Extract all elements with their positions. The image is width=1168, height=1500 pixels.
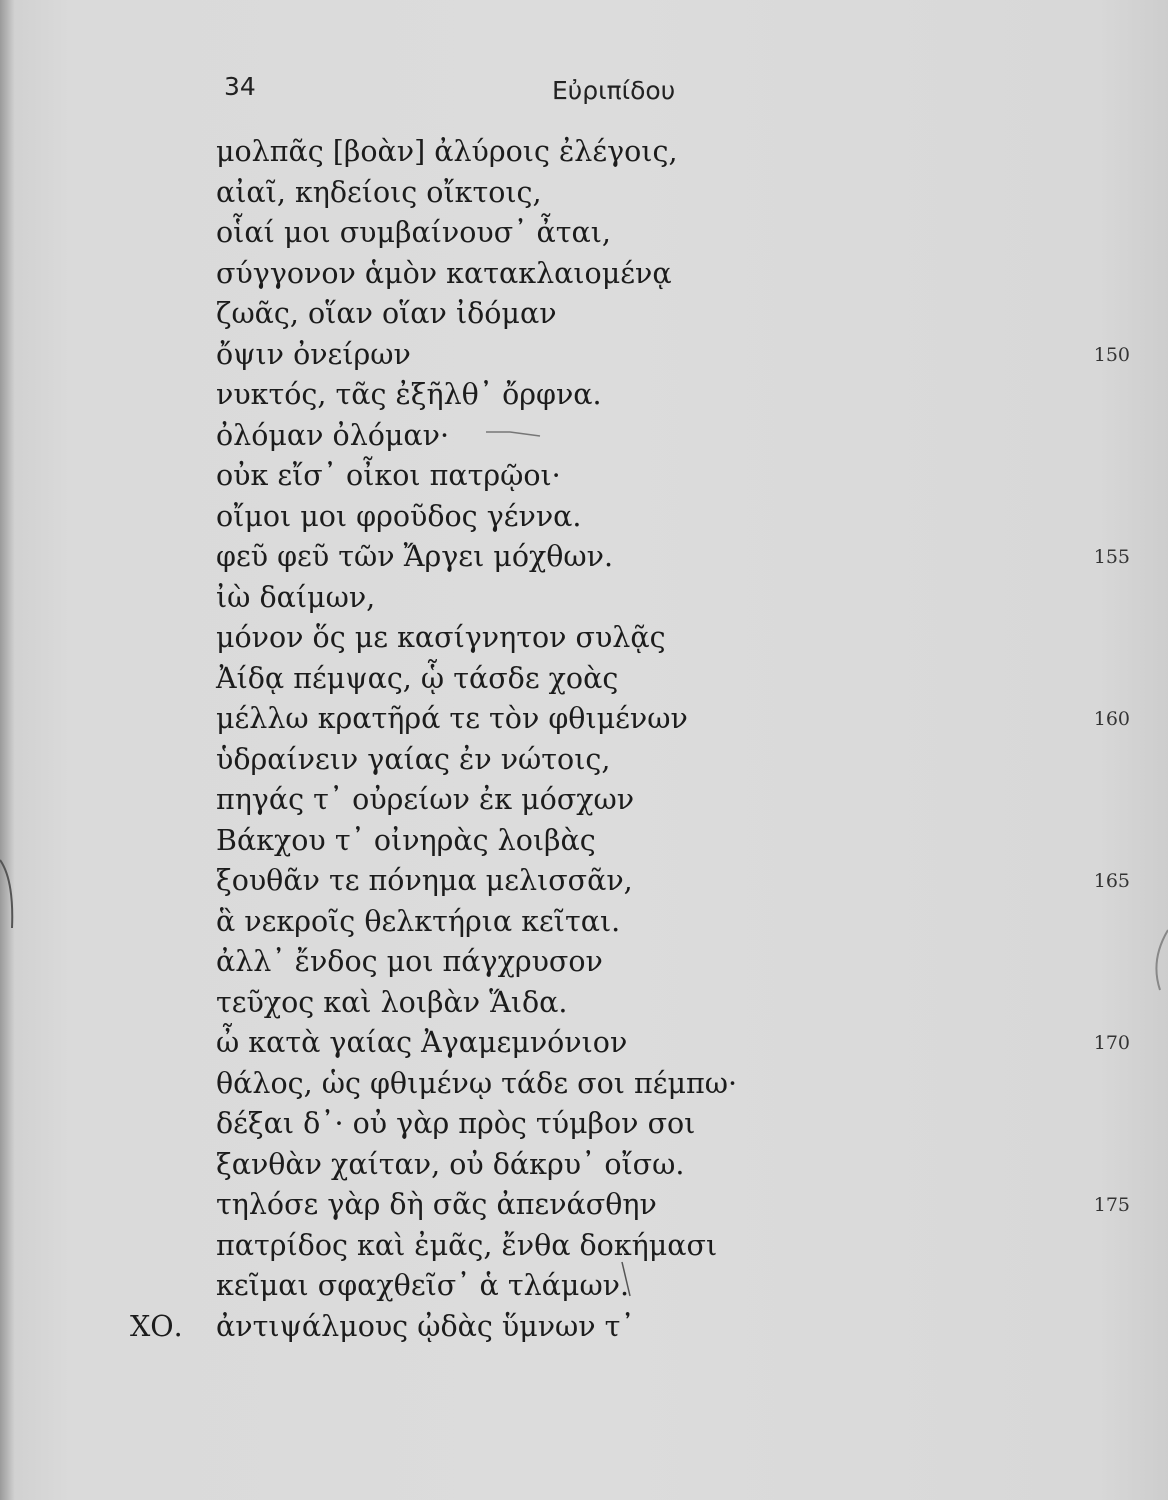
verse-line: [0, 294, 1168, 335]
verse-line: [0, 1185, 1168, 1226]
verse-text: ξουθᾶν τε πόνημα μελισσᾶν,: [216, 864, 633, 897]
verse-line: [0, 902, 1168, 943]
verse-line: [0, 1023, 1168, 1064]
verse-line: [0, 618, 1168, 659]
verse-line: [0, 497, 1168, 538]
verse-line: [0, 983, 1168, 1024]
verse-text: ἀντιψάλμους ᾠδὰς ὕμνων τ᾽: [216, 1309, 635, 1343]
verse-line: [0, 821, 1168, 862]
verse-line: [0, 335, 1168, 376]
verse-line: [0, 780, 1168, 821]
verse-block: [0, 132, 1168, 1347]
verse-text: τηλόσε γὰρ δὴ σᾶς ἀπενάσθην: [216, 1188, 657, 1221]
verse-text: οἴμοι μοι φροῦδος γέννα.: [216, 499, 582, 533]
verse-text: ὄψιν ὀνείρων: [216, 337, 411, 371]
running-head: [0, 72, 1168, 112]
verse-line: [0, 416, 1168, 457]
verse-line: [0, 132, 1168, 173]
verse-line: [0, 659, 1168, 700]
verse-text: κεῖμαι σφαχθεῖσ᾽ ἁ τλάμων.: [216, 1269, 630, 1302]
verse-line: [0, 1104, 1168, 1145]
verse-line: [0, 1307, 1168, 1348]
page-number: 34: [224, 72, 256, 101]
verse-text: νυκτός, τᾶς ἐξῆλθ᾽ ὄρφνα.: [216, 378, 602, 411]
verse-line: [0, 375, 1168, 416]
verse-line: [0, 942, 1168, 983]
verse-text: ὦ κατὰ γαίας Ἀγαμεμνόνιον: [216, 1026, 628, 1059]
verse-text: Ἀίδᾳ πέμψας, ᾧ τάσδε χοὰς: [216, 661, 619, 695]
line-number: 155: [1093, 546, 1130, 568]
verse-text: μολπᾶς [βοὰν] ἀλύροις ἐλέγοις,: [216, 135, 678, 168]
verse-text: ζωᾶς, οἵαν οἵαν ἰδόμαν: [216, 297, 557, 330]
verse-text: τεῦχος καὶ λοιβὰν Ἅιδα.: [216, 985, 568, 1019]
verse-line: [0, 740, 1168, 781]
verse-text: ἃ νεκροῖς θελκτήρια κεῖται.: [216, 904, 621, 938]
line-number: 160: [1093, 708, 1130, 730]
verse-text: ὑδραίνειν γαίας ἐν νώτοις,: [216, 742, 611, 776]
line-number: 150: [1093, 343, 1130, 366]
verse-text: πατρίδος καὶ ἐμᾶς, ἔνθα δοκήμασι: [216, 1228, 718, 1262]
verse-line: [0, 254, 1168, 295]
verse-line: [0, 456, 1168, 497]
verse-line: [0, 861, 1168, 902]
verse-line: [0, 1266, 1168, 1307]
line-number: 170: [1093, 1032, 1130, 1054]
verse-text: οὐκ εἴσ᾽ οἶκοι πατρῷοι·: [216, 459, 561, 492]
verse-line: [0, 1064, 1168, 1105]
verse-line: [0, 1145, 1168, 1186]
verse-text: δέξαι δ᾽· οὐ γὰρ πρὸς τύμβον σοι: [216, 1107, 696, 1140]
verse-text: πηγάς τ᾽ οὐρείων ἐκ μόσχων: [216, 783, 635, 816]
running-title: Εὐριπίδου: [552, 76, 676, 105]
verse-text: οἷαί μοι συμβαίνουσ᾽ ἆται,: [216, 216, 611, 249]
verse-line: [0, 699, 1168, 740]
verse-line: [0, 578, 1168, 619]
verse-line: [0, 537, 1168, 578]
verse-text: αἰαῖ, κηδείοις οἴκτοις,: [216, 175, 542, 209]
verse-line: [0, 173, 1168, 214]
verse-text: ἀλλ᾽ ἔνδος μοι πάγχρυσον: [216, 945, 603, 978]
verse-text: σύγγονον ἁμὸν κατακλαιομένᾳ: [216, 256, 672, 290]
verse-text: μόνον ὅς με κασίγνητον συλᾷς: [216, 621, 666, 654]
verse-text: ὀλόμαν ὀλόμαν·: [216, 418, 450, 452]
verse-text: ξανθὰν χαίταν, οὐ δάκρυ᾽ οἴσω.: [216, 1147, 685, 1181]
line-number: 165: [1093, 870, 1130, 892]
verse-text: μέλλω κρατῆρά τε τὸν φθιμένων: [216, 702, 688, 735]
verse-text: ἰὼ δαίμων,: [216, 580, 376, 614]
line-number: 175: [1093, 1194, 1130, 1216]
verse-text: θάλος, ὡς φθιμένῳ τάδε σοι πέμπω·: [216, 1066, 738, 1100]
verse-line: [0, 213, 1168, 254]
verse-text: φεῦ φεῦ τῶν Ἄργει μόχθων.: [216, 540, 614, 573]
speaker-label: ΧΟ.: [130, 1309, 183, 1343]
verse-text: Βάκχου τ᾽ οἰνηρὰς λοιβὰς: [216, 823, 596, 857]
verse-line: [0, 1226, 1168, 1267]
